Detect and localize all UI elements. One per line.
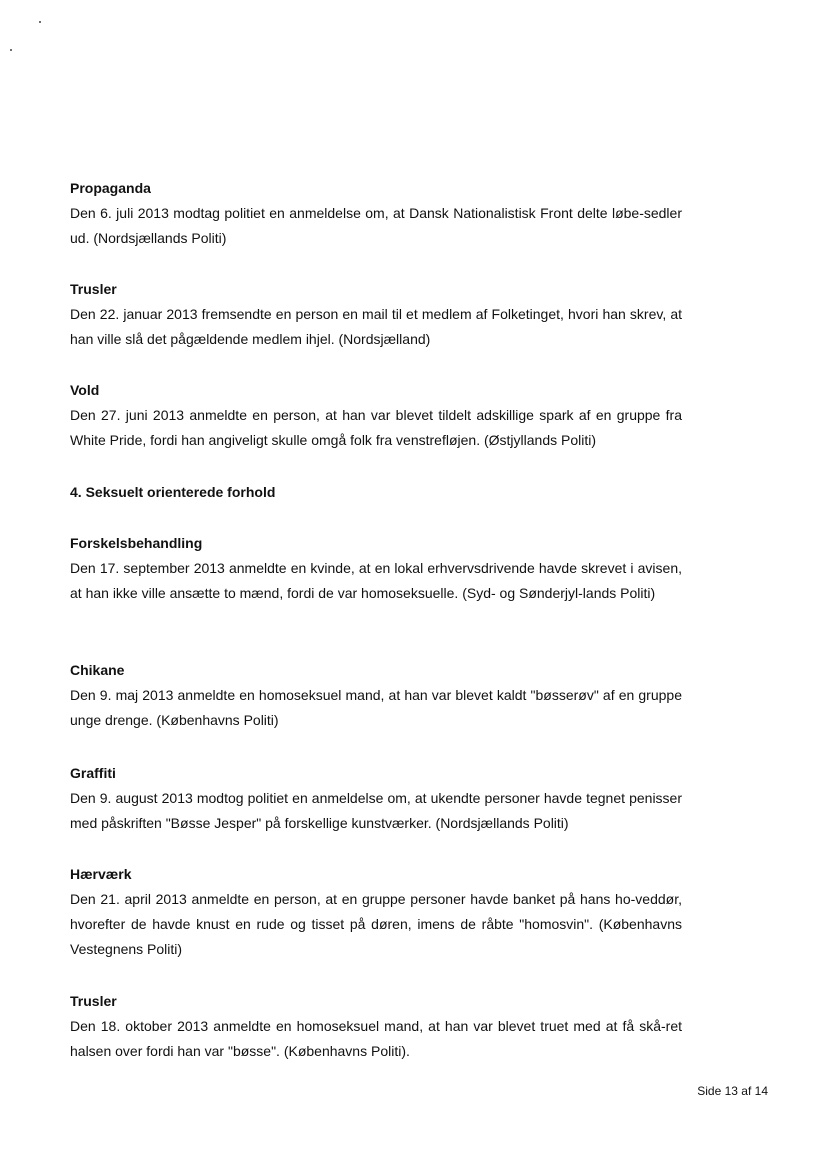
section-text: Den 17. september 2013 anmeldte en kvinde, at en lokal erhvervsdrivende havde skrevet i avisen, at han ikke ville ansætte to mænd, fordi de var homoseksuelle. (Syd- og Sønderjyl-lands Politi) [70,560,682,601]
section-heading: Hærværk [70,866,132,882]
section-heading: Trusler [70,993,117,1009]
page-number: Side 13 af 14 [697,1084,768,1098]
section-propaganda [70,179,682,251]
section-text: Den 22. januar 2013 fremsendte en person en mail til et medlem af Folketinget, hvori han skrev, at han ville slå det pågældende medlem ihjel. (Nordsjælland) [70,306,682,347]
section-forskelsbehandling [70,534,682,606]
section-chikane [70,661,682,733]
section-text: Den 21. april 2013 anmeldte en person, at en gruppe personer havde banket på hans ho-veddør, hvorefter de havde knust en rude og tisset på døren, imens de råbte "homosvin". (Københavns Vestegnens Politi) [70,891,682,957]
section-text: Den 6. juli 2013 modtag politiet en anmeldelse om, at Dansk Nationalistisk Front delte løbe-sedler ud. (Nordsjællands Politi) [70,205,682,246]
section-heading: Chikane [70,662,125,678]
chapter-title: 4. Seksuelt orienterede forhold [70,484,276,500]
section-graffiti [70,764,682,836]
section-trusler-2 [70,992,682,1064]
section-text: Den 9. maj 2013 anmeldte en homoseksuel mand, at han var blevet kaldt "bøsserøv" af en gruppe unge drenge. (Københavns Politi) [70,687,682,728]
scan-speck [10,49,12,51]
section-text: Den 9. august 2013 modtog politiet en anmeldelse om, at ukendte personer havde tegnet penisser med påskriften "Bøsse Jesper" på forskellige kunstværker. (Nordsjællands Politi) [70,790,682,831]
section-heading: Vold [70,382,100,398]
section-heading: Propaganda [70,180,151,196]
section-trusler [70,280,682,352]
section-text: Den 18. oktober 2013 anmeldte en homoseksuel mand, at han var blevet truet med at få skå-ret halsen over fordi han var "bøsse". (Københavns Politi). [70,1018,682,1059]
section-heading: Trusler [70,281,117,297]
section-haervaerk [70,865,682,962]
scan-speck [39,21,41,23]
section-heading: Forskelsbehandling [70,535,203,551]
section-vold [70,381,682,453]
chapter-heading [70,483,682,501]
section-text: Den 27. juni 2013 anmeldte en person, at han var blevet tildelt adskillige spark af en gruppe fra White Pride, fordi han angiveligt skulle omgå folk fra venstrefløjen. (Østjyllands Politi) [70,407,682,448]
section-heading: Graffiti [70,765,116,781]
